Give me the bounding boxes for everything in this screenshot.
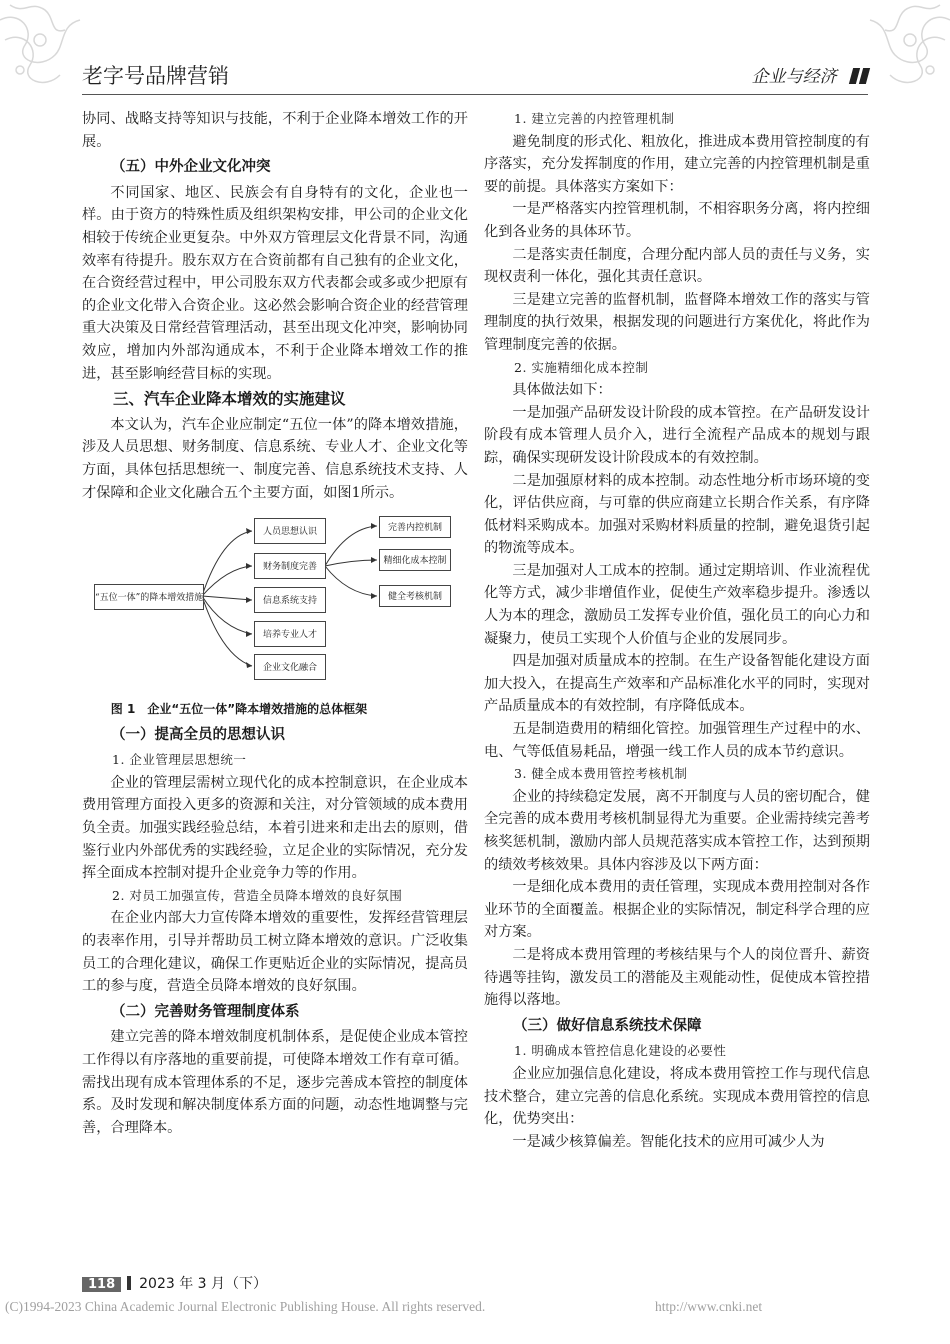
section-heading: （二）完善财务管理制度体系	[111, 1003, 300, 1020]
connector-root-b1	[202, 531, 252, 596]
paragraph: 一是严格落实内控管理机制，不相容职务分离，将内控细化到各业务的具体环节。	[484, 201, 870, 240]
paragraph: 企业应加强信息化建设，将成本费用管控工作与现代信息技术整合，建立完善的信息化系统。实现成本费用管控的信息化，优势突出：	[484, 1065, 870, 1128]
paragraph: 企业的管理层需树立现代化的成本控制意识，在企业成本费用管理方面投入更多的资源和关注，对分管领域的成本费用负全责。加强实践经验总结，本着引进来和走出去的原则，借鉴行业内外部优秀的实践经验，立足企业的实际情况，充分发挥全面成本控制对提升企业竞争力等的作用。	[82, 774, 468, 882]
journal-section-title: 老字号品牌营销	[82, 64, 229, 88]
paragraph: 三是建立完善的监督机制，监督降本增效工作的落实与管理制度的执行效果，根据发现的问题进行方案优化，将此作为管理制度完善的依据。	[484, 291, 870, 353]
figure-caption: 图 1 企业“五位一体”降本增效措施的总体框架	[110, 702, 368, 717]
paragraph: 具体做法如下：	[512, 382, 612, 399]
column-title-text: 企业与经济	[751, 67, 837, 87]
page-header	[0, 0, 950, 100]
paragraph: 建立完善的降本增效制度机制体系，是促使企业成本管控工作得以有序落地的重要前提，可使降本增效工作有章可循。需找出现有成本管理体系的不足，逐步完善成本管控的制度体系。及时发现和解决制度体系方面的问题，动态性地调整与完善，合理降本。	[82, 1029, 468, 1136]
paragraph: 二是落实责任制度，合理分配内部人员的责任与义务，实现权责利一体化，强化其责任意识。	[484, 246, 870, 286]
header-rule	[82, 94, 868, 95]
diagram-sub-box: 完善内控机制	[379, 516, 451, 538]
paragraph: 二是将成本费用管理的考核结果与个人的岗位晋升、薪资待遇等挂钩，激发员工的潜能及主观能动性，促使成本管控措施得以落地。	[484, 946, 870, 1009]
section-heading: （一）提高全员的思想认识	[111, 726, 285, 743]
subsection-heading: 1. 建立完善的内控管理机制	[514, 111, 675, 126]
copyright-notice: (C)1994-2023 China Academic Journal Electronic Publishing House. All rights reserved.	[5, 1299, 486, 1314]
diagram-sub-box: 健全考核机制	[379, 585, 451, 607]
header-bars-icon	[848, 67, 868, 87]
connector-root-b3	[202, 596, 252, 600]
connector-b2-s2	[325, 560, 377, 566]
paragraph: 协同、战略支持等知识与技能，不利于企业降本增效工作的开展。	[82, 111, 468, 150]
paragraph: 四是加强对质量成本的控制。在生产设备智能化建设方面加大投入，在提高生产效率和产品标准化水平的同时，实现对产品质量成本的有效控制，有序降低成本。	[484, 653, 870, 715]
page-footer	[82, 1273, 267, 1293]
diagram-root-box: “五位一体”的降本增效措施	[94, 584, 204, 610]
subsection-heading: 2. 对员工加强宣传，营造全员降本增效的良好氛围	[112, 887, 403, 903]
diagram-branch-box: 人员思想认识	[254, 518, 326, 544]
paragraph: 五是制造费用的精细化管控。加强管理生产过程中的水、电、气等低值易耗品，增强一线工作人员的成本节约意识。	[484, 721, 870, 760]
subsection-heading: 1. 企业管理层思想统一	[112, 752, 247, 768]
page-number: 118	[82, 1277, 121, 1292]
framework-diagram	[82, 516, 468, 688]
section-heading: （五）中外企业文化冲突	[111, 159, 271, 176]
section-heading: （三）做好信息系统技术保障	[513, 1017, 702, 1034]
connector-root-b2	[202, 566, 252, 596]
diagram-branch-box: 信息系统支持	[254, 587, 326, 613]
paragraph: 在企业内部大力宣传降本增效的重要性，发挥经营管理层的表率作用，引导并帮助员工树立降本增效的意识。广泛收集员工的合理化建议，确保工作更贴近企业的实际情况，提高员工的参与度，营造全员降本增效的良好氛围。	[82, 910, 468, 995]
diagram-sub-box: 精细化成本控制	[379, 549, 451, 571]
right-column	[484, 108, 870, 1153]
subsection-heading: 1. 明确成本管控信息化建设的必要性	[514, 1043, 727, 1059]
left-column	[82, 108, 468, 1139]
paragraph: 一是加强产品研发设计阶段的成本管控。在产品研发设计阶段有成本管理人员介入，进行全流程产品成本的规划与跟踪，确保实现研发设计阶段成本的有效控制。	[484, 404, 870, 466]
paragraph: 企业的持续稳定发展，离不开制度与人员的密切配合，健全完善的成本费用考核机制显得尤为重要。企业需持续完善考核奖惩机制，激励内部人员规范落实成本管控工作，达到预期的绩效考核效果。具体内容涉及以下两方面：	[484, 788, 870, 873]
subsection-heading: 3. 健全成本费用管控考核机制	[514, 766, 688, 782]
paragraph: 三是加强对人工成本的控制。通过定期培训、作业流程优化等方式，减少非增值作业，促使生产效率稳步提升。渗透以人为本的理念，激励员工发挥专业价值，强化员工的向心力和凝聚力，使员工实现个人价值与企业的发展同步。	[484, 562, 870, 647]
cnki-link[interactable]: http://www.cnki.net	[655, 1299, 763, 1314]
diagram-branch-box: 财务制度完善	[254, 553, 326, 579]
paragraph: 一是减少核算偏差。智能化技术的应用可减少人为	[512, 1133, 825, 1150]
subsection-heading: 2. 实施精细化成本控制	[514, 359, 649, 375]
journal-column-title	[752, 62, 868, 87]
diagram-branch-box: 培养专业人才	[254, 621, 326, 647]
paragraph: 避免制度的形式化、粗放化，推进成本费用管控制度的有序落实，充分发挥制度的作用，建立完善的内控管理机制是重要的前提。具体落实方案如下：	[484, 133, 870, 195]
paragraph: 本文认为，汽车企业应制定“五位一体”的降本增效措施，涉及人员思想、财务制度、信息系统、专业人才、企业文化等方面，具体包括思想统一、制度完善、信息系统技术支持、人才保障和企业文化融合五个主要方面，如图1所示。	[82, 416, 468, 501]
diagram-branch-box: 企业文化融合	[254, 654, 326, 680]
paragraph: 不同国家、地区、民族会有自身特有的文化，企业也一样。由于资方的特殊性质及组织架构安排，甲公司的企业文化相较于传统企业更复杂。中外双方管理层文化背景不同，沟通效率有待提升。股东双方在合资前都有自己独有的企业文化，在合资经营过程中，甲公司股东双方代表都会或多或少把原有的企业文化带入合资企业。这必然会影响合资企业的经营管理重大决策及日常经营管理活动，甚至出现文化冲突，影响协同效应，增加内外部沟通成本，不利于企业降本增效工作的推进，甚至影响经营目标的实现。	[82, 184, 468, 382]
footer-bar-icon	[127, 1276, 131, 1290]
chapter-heading: 三、汽车企业降本增效的实施建议	[113, 390, 346, 409]
issue-date: 2023 年 3 月（下）	[139, 1276, 268, 1292]
connector-b2-s3	[325, 566, 377, 596]
paragraph: 二是加强原材料的成本控制。动态性地分析市场环境的变化，评估供应商，与可靠的供应商建立长期合作关系，有序降低材料采购成本。加强对采购材料质量的控制，避免退货引起的物流等成本。	[484, 472, 870, 557]
paragraph: 一是细化成本费用的责任管理，实现成本费用控制对各作业环节的全面覆盖。根据企业的实际情况，制定科学合理的应对方案。	[484, 879, 870, 941]
